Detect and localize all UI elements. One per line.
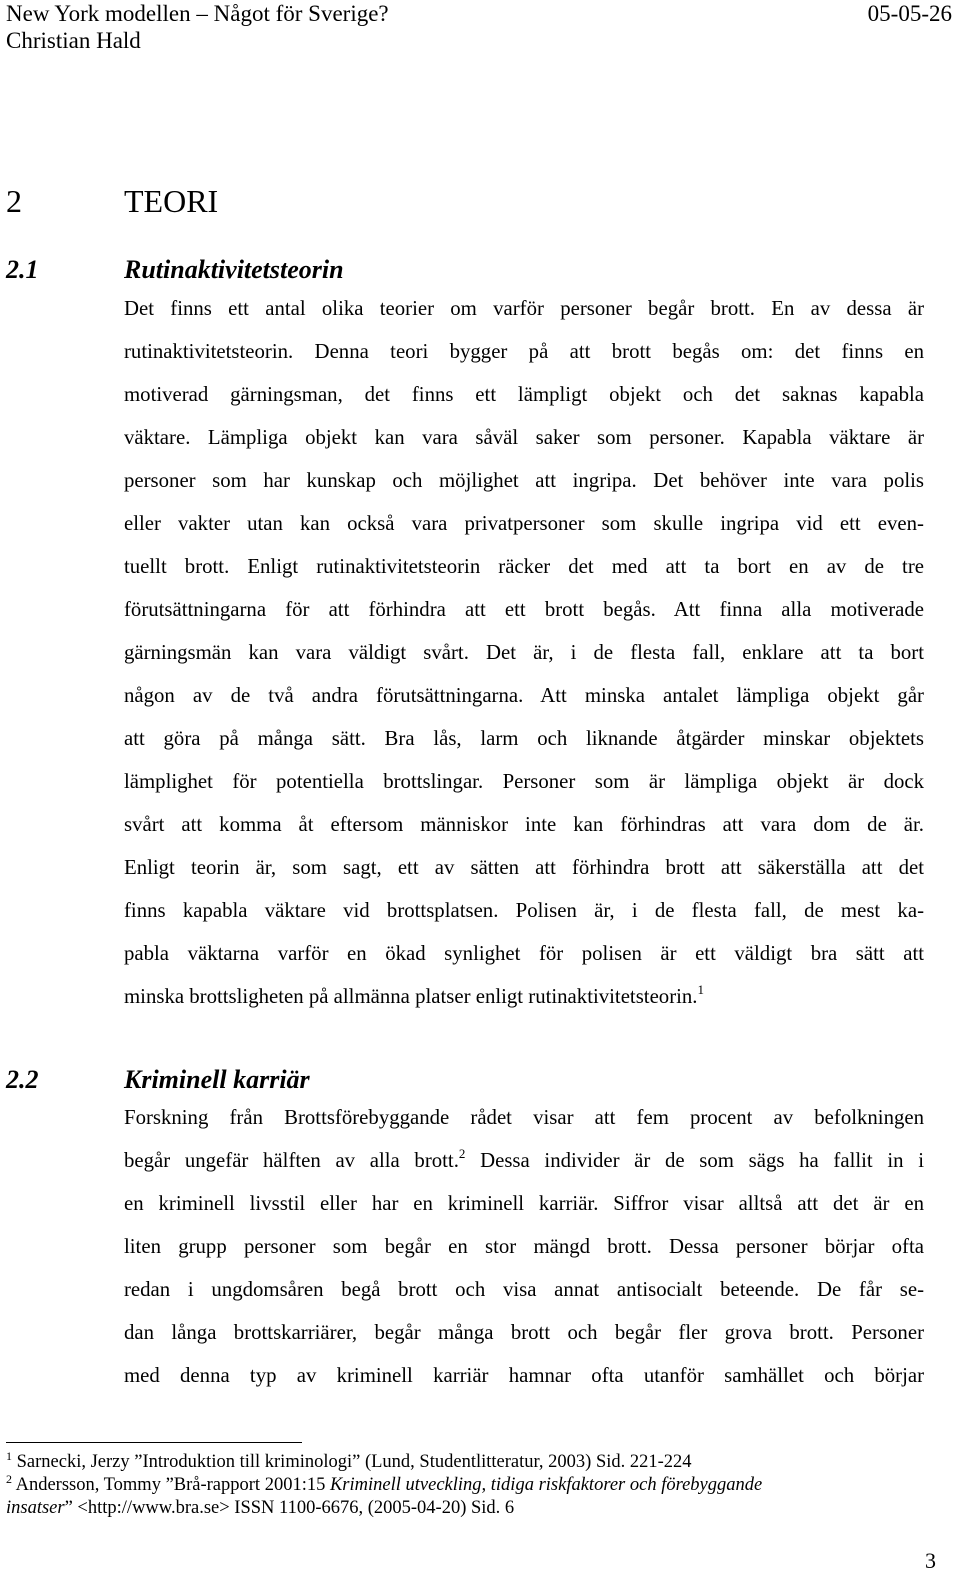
document-title: New York modellen – Något för Sverige? [6,1,389,26]
paragraph-line-text: Dessa individer är de som sägs ha fallit in i [465,1149,924,1172]
footnote-text: Andersson, Tommy ”Brå-rapport 2001:15 [12,1475,330,1495]
page-header-row-2 [6,28,952,54]
paragraph-line: med denna typ av kriminell karriär hamnar ofta utanför samhället och börjar [124,1364,924,1387]
paragraph-line: en kriminell livsstil eller har en kriminell karriär. Siffror visar alltså att det är en [124,1192,924,1215]
paragraph-line: lämplighet för potentiella brottslingar. Personer som är lämpliga objekt är dock [124,770,924,793]
paragraph-line: väktare. Lämpliga objekt kan vara såväl saker som personer. Kapabla väktare är [124,426,924,449]
page-number: 3 [925,1548,936,1573]
footnote-text: ” <http://www.bra.se> ISSN 1100-6676, (2005-04-20) Sid. 6 [64,1498,515,1518]
paragraph-line: finns kapabla väktare vid brottsplatsen. Polisen är, i de flesta fall, de mest ka- [124,899,924,922]
paragraph-line: redan i ungdomsåren begå brott och visa annat antisocialt beteende. De får se- [124,1278,924,1301]
document-date: 05-05-26 [867,1,952,26]
paragraph-line: liten grupp personer som begår en stor mängd brott. Dessa personer börjar ofta [124,1235,924,1258]
paragraph-line-text: begår ungefär hälften av alla brott. [124,1149,459,1172]
footnote-text: Sarnecki, Jerzy ”Introduktion till kriminologi” (Lund, Studentlitteratur, 2003) Sid. 221-224 [12,1452,692,1472]
footnote-1 [6,1451,876,1474]
footnote-italic-title: insatser [6,1498,65,1518]
paragraph-line: personer som har kunskap och möjlighet att ingripa. Det behöver inte vara polis [124,469,924,492]
section-number: 2.1 [6,255,39,284]
paragraph-line: att göra på många sätt. Bra lås, larm och liknande åtgärder minskar objektets [124,727,924,750]
footnote-separator [6,1442,302,1443]
footnotes [6,1451,876,1520]
section-title: Kriminell karriär [124,1065,310,1094]
page-header-row-1 [6,1,952,27]
paragraph-line: Det finns ett antal olika teorier om varför personer begår brott. En av dessa är [124,297,924,320]
paragraph-line-text: minska brottsligheten på allmänna platser enligt rutinaktivitetsteorin. [124,985,698,1008]
paragraph-line: förutsättningarna för att förhindra att ett brott begås. Att finna alla motiverade [124,598,924,621]
paragraph-line: eller vakter utan kan också vara privatpersoner som skulle ingripa vid ett even- [124,512,924,535]
paragraph-line: någon av de två andra förutsättningarna. Att minska antalet lämpliga objekt går [124,684,924,707]
paragraph-line: svårt att komma åt eftersom människor inte kan förhindras att vara dom de är. [124,813,924,836]
chapter-number: 2 [6,183,22,219]
paragraph-line: pabla väktarna varför en ökad synlighet för polisen är ett väldigt bra sätt att [124,942,924,965]
section-title: Rutinaktivitetsteorin [124,255,344,284]
document-author: Christian Hald [6,28,141,53]
paragraph-line: Enligt teorin är, som sagt, ett av sätten att förhindra brott att säkerställa att det [124,856,924,879]
paragraph-line: Forskning från Brottsförebyggande rådet visar att fem procent av befolkningen [124,1106,924,1129]
section-2-1-paragraph [124,287,924,1018]
section-number: 2.2 [6,1065,39,1094]
footnote-italic-title: Kriminell utveckling, tidiga riskfaktorer och förebyggande [329,1475,763,1495]
paragraph-last-line [124,975,924,1018]
section-2-2-paragraph [124,1096,924,1397]
paragraph-line-with-ref [124,1139,924,1182]
footnote-ref-2[interactable]: 2 [458,1146,466,1161]
paragraph-line: rutinaktivitetsteorin. Denna teori bygger på att brott begås om: det finns en [124,340,924,363]
footnote-ref-1[interactable]: 1 [697,982,705,997]
chapter-title: TEORI [124,183,219,219]
footnote-2 [6,1474,876,1497]
paragraph-line: tuellt brott. Enligt rutinaktivitetsteorin räcker det med att ta bort en av de tre [124,555,924,578]
paragraph-line: gärningsmän kan vara väldigt svårt. Det är, i de flesta fall, enklare att ta bort [124,641,924,664]
footnote-2-continued [6,1497,876,1520]
footnote-mark: 2 [6,1472,12,1486]
paragraph-line: dan långa brottskarriärer, begår många brott och begår fler grova brott. Personer [124,1321,924,1344]
footnote-mark: 1 [6,1449,12,1463]
paragraph-line: motiverad gärningsman, det finns ett lämpligt objekt och det saknas kapabla [124,383,924,406]
